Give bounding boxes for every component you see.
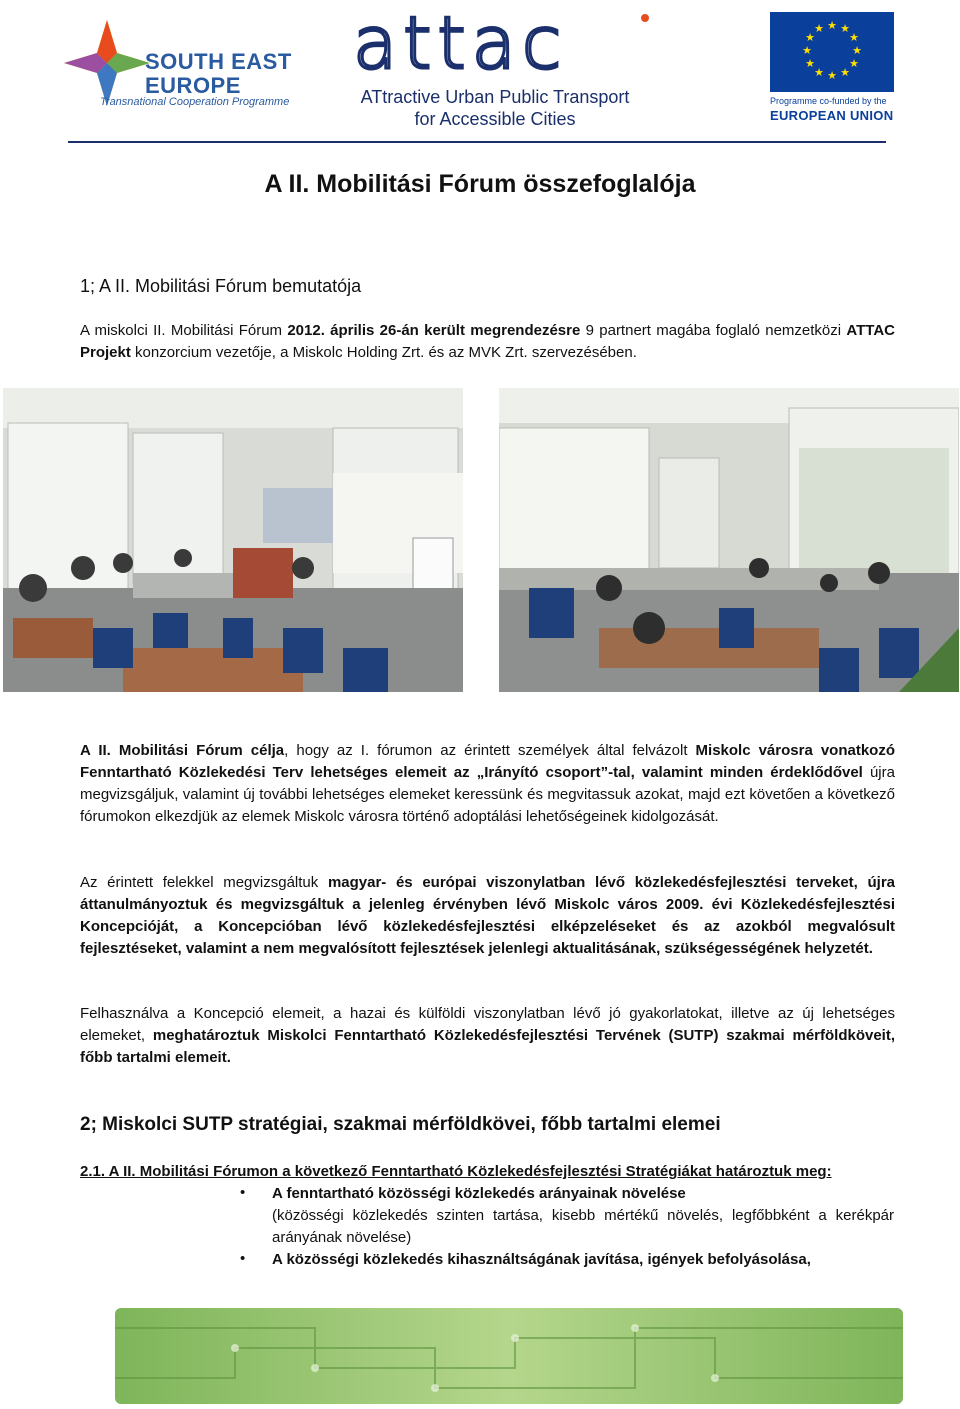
svg-text:★: ★ [840, 66, 850, 79]
section2-heading: 2; Miskolci SUTP stratégiai, szakmai mérföldkövei, főbb tartalmi elemei [80, 1114, 721, 1135]
bullet-item-1-text: (közösségi közlekedés szinten tartása, kisebb mértékű növelés, legfőbbként a kerékpár arányának növelése) [272, 1207, 894, 1246]
svg-text:★: ★ [827, 19, 837, 32]
section1-heading: 1; A II. Mobilitási Fórum bemutatója [80, 276, 362, 296]
attac-tagline-line2: for Accessible Cities [414, 109, 576, 129]
svg-text:★: ★ [849, 57, 859, 70]
bullet-item-2 [272, 1249, 894, 1271]
attac-tagline-line1: ATtractive Urban Public Transport [360, 87, 630, 107]
bullet-item-1 [272, 1183, 894, 1249]
svg-text:★: ★ [805, 57, 815, 70]
attac-logo [345, 6, 655, 86]
svg-text:★: ★ [849, 31, 859, 44]
see-programme-text: Transnational Cooperation Programme [100, 96, 290, 108]
header-divider [68, 141, 886, 143]
svg-text:★: ★ [814, 66, 824, 79]
see-logo-star-icon [62, 18, 152, 108]
footer-banner [115, 1308, 903, 1404]
svg-text:★: ★ [852, 44, 862, 57]
sutp-paragraph: Felhasználva a Koncepció elemeit, a hazai és külföldi viszonylatban lévő jó gyakorlatokat, illetve az új lehetséges elemeket, meghatároztuk Miskolci Fenntartható Közlekedésfejlesztési Tervének (SUTP) szakmai mérföldköveit, főbb tartalmi elemeit. [80, 1005, 895, 1066]
bullet-item-2-title: A közösségi közlekedés kihasználtságának javítása, igények befolyásolása, [272, 1251, 811, 1268]
eu-flag-icon [770, 12, 894, 92]
svg-text:★: ★ [805, 31, 815, 44]
bullet-marker: • [240, 1250, 246, 1267]
eu-cofunded-text: Programme co-funded by the [770, 96, 887, 106]
goal-paragraph: A II. Mobilitási Fórum célja, hogy az I. fórumon az érintett személyek által felvázolt Miskolc városra vonatkozó Fenntartható Közlekedési Terv lehetséges elemeit az „Irányító csoport”-tal, valamint minden érdeklődővel újra megvizsgáljuk, valamint új további lehetséges elemeket keressünk és megvitassuk azokat, majd ezt követően a következő fórumokon elkezdjük az elemek Miskolc városra történő adoptálási lehetőségeinek kidolgozását. [80, 742, 896, 825]
see-logo-text: SOUTH EAST EUROPE [145, 49, 292, 98]
attac-logo-wordmark: attac [353, 6, 568, 85]
review-paragraph: Az érintett felekkel megvizsgáltuk magyar- és európai viszonylatban lévő közlekedésfejlesztési terveket, újra áttanulmányoztuk és megvizsgáltuk a jelenleg érvényben lévő Miskolc város 2009. évi Közlekedésfejlesztési Koncepcióját, a Koncepcióban lévő közlekedésfejlesztési elképzeléseket és az azokból megvalósult fejlesztéseket, valamint a nem megvalósított fejlesztések jelenlegi aktualitásának, szükségességének helyzetét. [80, 874, 895, 957]
bullet-marker: • [240, 1184, 246, 1201]
svg-text:★: ★ [827, 69, 837, 82]
attac-tagline [345, 86, 645, 130]
svg-text:★: ★ [814, 22, 824, 35]
page-title: A II. Mobilitási Fórum összefoglalója [264, 170, 696, 198]
section2-subheading: 2.1. A II. Mobilitási Fórumon a következő Fenntartható Közlekedésfejlesztési Stratégiákat határoztuk meg: [80, 1163, 832, 1180]
forum-photo-right [499, 388, 959, 692]
eu-union-text: EUROPEAN UNION [770, 108, 894, 123]
bullet-item-1-title: A fenntartható közösségi közlekedés arányainak növelése [272, 1185, 686, 1202]
forum-photo-left [3, 388, 463, 692]
svg-text:★: ★ [802, 44, 812, 57]
svg-text:★: ★ [840, 22, 850, 35]
section1-paragraph: A miskolci II. Mobilitási Fórum 2012. április 26-án került megrendezésre 9 partnert magába foglaló nemzetközi ATTAC Projekt konzorcium vezetője, a Miskolc Holding Zrt. és az MVK Zrt. szervezésében. [80, 322, 895, 361]
